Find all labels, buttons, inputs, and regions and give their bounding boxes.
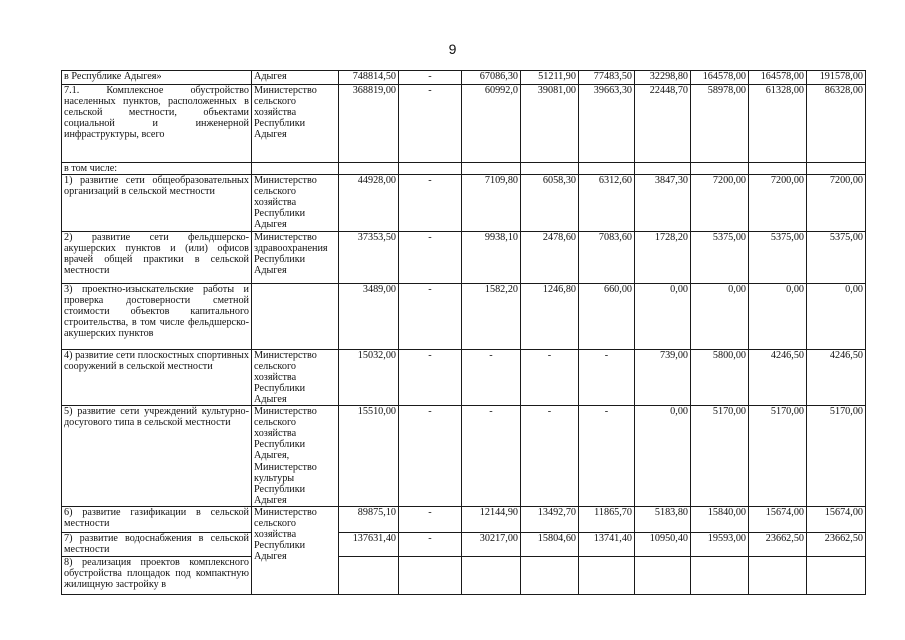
table-row [62, 85, 866, 163]
row-executor: Министерство здравоохранения Республики Адыгея [252, 231, 339, 283]
cell-val-2021: 86328,00 [807, 85, 866, 163]
cell-val-2020 [749, 556, 807, 594]
table-row [62, 175, 866, 231]
cell-val-2018 [635, 163, 691, 175]
row-description: 8) реализация проектов комплексного обустройства площадок под компактную жилищную застройку в [62, 556, 252, 594]
page-number: 9 [448, 41, 457, 57]
cell-val-2021: 5170,00 [807, 406, 866, 507]
cell-val-2019: 5800,00 [691, 349, 749, 405]
cell-val-2019: 7200,00 [691, 175, 749, 231]
cell-val-2016: 1246,80 [521, 283, 579, 349]
row-description: 2) развитие сети фельдшерско-акушерских пунктов и (или) офисов врачей общей практики в сельской местности [62, 231, 252, 283]
cell-val-2014: - [399, 406, 462, 507]
cell-val-2016: 39081,00 [521, 85, 579, 163]
cell-val-2014: - [399, 532, 462, 556]
cell-val-2019: 5170,00 [691, 406, 749, 507]
cell-val-2020: 15674,00 [749, 506, 807, 532]
cell-val-2021: 4246,50 [807, 349, 866, 405]
cell-val-2021: 0,00 [807, 283, 866, 349]
budget-table [61, 70, 866, 595]
cell-val-2017: - [579, 349, 635, 405]
cell-val-2018: 5183,80 [635, 506, 691, 532]
row-description: 7) развитие водоснабжения в сельской местности [62, 532, 252, 556]
cell-val-2017: 39663,30 [579, 85, 635, 163]
cell-val-2020: 0,00 [749, 283, 807, 349]
cell-val-2015: 67086,30 [462, 71, 521, 85]
cell-val-2021 [807, 556, 866, 594]
cell-val-2017 [579, 163, 635, 175]
cell-val-2016: 51211,90 [521, 71, 579, 85]
row-executor: Министерство сельского хозяйства Республики Адыгея [252, 506, 339, 594]
row-description: 4) развитие сети плоскостных спортивных сооружений в сельской местности [62, 349, 252, 405]
row-executor: Министерство сельского хозяйства Республики Адыгея, Министерство культуры Республики Адыгея [252, 406, 339, 507]
cell-val-2018: 22448,70 [635, 85, 691, 163]
cell-val-2015 [462, 163, 521, 175]
cell-total: 37353,50 [339, 231, 399, 283]
cell-val-2018 [635, 556, 691, 594]
cell-val-2019: 19593,00 [691, 532, 749, 556]
cell-val-2017: 13741,40 [579, 532, 635, 556]
cell-val-2018: 739,00 [635, 349, 691, 405]
cell-val-2021: 15674,00 [807, 506, 866, 532]
cell-val-2020 [749, 163, 807, 175]
cell-val-2015: 30217,00 [462, 532, 521, 556]
cell-val-2021: 191578,00 [807, 71, 866, 85]
cell-val-2015: - [462, 349, 521, 405]
row-executor: Министерство сельского хозяйства Республики Адыгея [252, 349, 339, 405]
cell-val-2017: 6312,60 [579, 175, 635, 231]
table-row [62, 71, 866, 85]
table-row [62, 532, 866, 556]
cell-val-2016 [521, 556, 579, 594]
row-description: в Республике Адыгея» [62, 71, 252, 85]
cell-val-2015: 60992,0 [462, 85, 521, 163]
cell-val-2021 [807, 163, 866, 175]
cell-val-2018: 0,00 [635, 406, 691, 507]
table-row [62, 283, 866, 349]
cell-total: 748814,50 [339, 71, 399, 85]
cell-val-2015: - [462, 406, 521, 507]
cell-val-2020: 5375,00 [749, 231, 807, 283]
cell-val-2016: 15804,60 [521, 532, 579, 556]
cell-val-2016: - [521, 349, 579, 405]
cell-val-2014: - [399, 71, 462, 85]
cell-val-2014: - [399, 231, 462, 283]
cell-val-2015: 7109,80 [462, 175, 521, 231]
cell-val-2015: 1582,20 [462, 283, 521, 349]
cell-val-2014: - [399, 349, 462, 405]
row-executor [252, 283, 339, 349]
cell-val-2019: 0,00 [691, 283, 749, 349]
row-executor: Министерство сельского хозяйства Республики Адыгея [252, 85, 339, 163]
row-description: 7.1. Комплексное обустройство населенных пунктов, расположенных в сельской местности, объектами социальной и инженерной инфраструктуры, всего [62, 85, 252, 163]
cell-val-2019: 164578,00 [691, 71, 749, 85]
table-row [62, 231, 866, 283]
cell-val-2020: 4246,50 [749, 349, 807, 405]
cell-val-2014: - [399, 85, 462, 163]
cell-val-2014 [399, 163, 462, 175]
row-description: в том числе: [62, 163, 252, 175]
row-executor: Министерство сельского хозяйства Республики Адыгея [252, 175, 339, 231]
cell-total [339, 163, 399, 175]
cell-val-2018: 1728,20 [635, 231, 691, 283]
cell-val-2016: 13492,70 [521, 506, 579, 532]
cell-val-2014: - [399, 506, 462, 532]
cell-val-2017: - [579, 406, 635, 507]
cell-val-2017 [579, 556, 635, 594]
cell-val-2015: 12144,90 [462, 506, 521, 532]
cell-val-2018: 3847,30 [635, 175, 691, 231]
cell-val-2021: 5375,00 [807, 231, 866, 283]
cell-val-2021: 7200,00 [807, 175, 866, 231]
cell-val-2017: 11865,70 [579, 506, 635, 532]
cell-val-2019 [691, 163, 749, 175]
row-description: 1) развитие сети общеобразовательных организаций в сельской местности [62, 175, 252, 231]
table-row [62, 163, 866, 175]
cell-val-2016: - [521, 406, 579, 507]
table-body [62, 71, 866, 595]
cell-val-2016: 2478,60 [521, 231, 579, 283]
cell-val-2014 [399, 556, 462, 594]
cell-val-2020: 5170,00 [749, 406, 807, 507]
cell-val-2019: 5375,00 [691, 231, 749, 283]
cell-val-2019 [691, 556, 749, 594]
cell-total: 137631,40 [339, 532, 399, 556]
table-row [62, 406, 866, 507]
cell-total: 3489,00 [339, 283, 399, 349]
cell-val-2018: 32298,80 [635, 71, 691, 85]
row-description: 3) проектно-изыскательские работы и проверка достоверности сметной стоимости объектов капитального строительства, в том числе фельдшерско-акушерских пунктов [62, 283, 252, 349]
cell-val-2015: 9938,10 [462, 231, 521, 283]
cell-val-2020: 23662,50 [749, 532, 807, 556]
cell-val-2020: 7200,00 [749, 175, 807, 231]
cell-val-2016 [521, 163, 579, 175]
cell-val-2017: 77483,50 [579, 71, 635, 85]
cell-total: 368819,00 [339, 85, 399, 163]
cell-total [339, 556, 399, 594]
cell-val-2019: 58978,00 [691, 85, 749, 163]
row-executor [252, 163, 339, 175]
table-row [62, 556, 866, 594]
row-description: 5) развитие сети учреждений культурно-досугового типа в сельской местности [62, 406, 252, 507]
cell-total: 89875,10 [339, 506, 399, 532]
cell-val-2017: 7083,60 [579, 231, 635, 283]
cell-val-2018: 10950,40 [635, 532, 691, 556]
cell-val-2015 [462, 556, 521, 594]
cell-val-2020: 61328,00 [749, 85, 807, 163]
cell-total: 15510,00 [339, 406, 399, 507]
cell-val-2014: - [399, 283, 462, 349]
cell-val-2020: 164578,00 [749, 71, 807, 85]
table-row [62, 349, 866, 405]
table-row [62, 506, 866, 532]
cell-total: 15032,00 [339, 349, 399, 405]
cell-val-2017: 660,00 [579, 283, 635, 349]
row-description: 6) развитие газификации в сельской местности [62, 506, 252, 532]
cell-val-2016: 6058,30 [521, 175, 579, 231]
row-executor: Адыгея [252, 71, 339, 85]
cell-val-2021: 23662,50 [807, 532, 866, 556]
cell-val-2019: 15840,00 [691, 506, 749, 532]
cell-total: 44928,00 [339, 175, 399, 231]
cell-val-2018: 0,00 [635, 283, 691, 349]
cell-val-2014: - [399, 175, 462, 231]
